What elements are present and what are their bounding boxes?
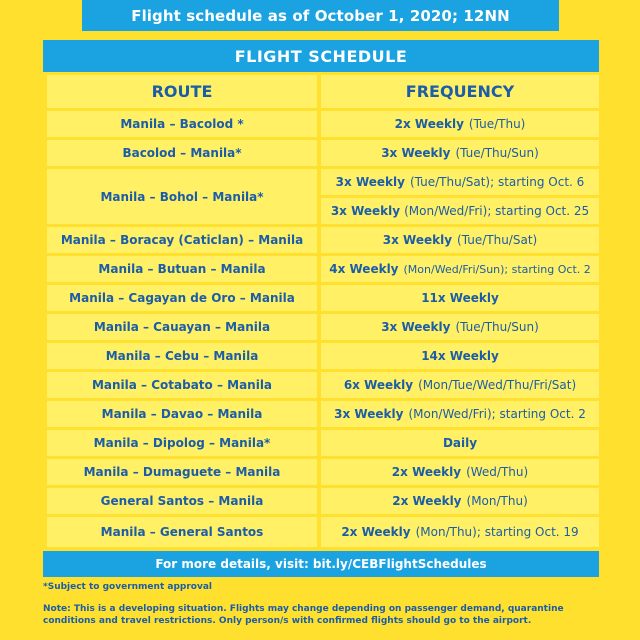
- frequency-days: (Mon/Thu): [466, 494, 528, 508]
- frequency-cell: [321, 111, 599, 137]
- frequency-count: 3x Weekly: [382, 233, 453, 247]
- route-column-header: ROUTE: [47, 75, 317, 108]
- frequency-cell: [321, 343, 599, 369]
- frequency-days: (Mon/Wed/Fri); starting Oct. 25: [404, 204, 590, 218]
- frequency-cell: [321, 372, 599, 398]
- schedule-date-banner: Flight schedule as of October 1, 2020; 12NN: [82, 0, 559, 31]
- route-cell: Manila – Davao – Manila: [47, 401, 317, 427]
- frequency-column-header: FREQUENCY: [321, 75, 599, 108]
- frequency-count: 11x Weekly: [421, 291, 499, 305]
- frequency-count: Daily: [442, 436, 478, 450]
- disclaimer-note: Note: This is a developing situation. Flights may change depending on passenger demand, quarantine conditions and travel restrictions. Only person/s with confirmed flights should go to the airport.: [43, 604, 564, 626]
- route-cell: General Santos – Manila: [47, 488, 317, 514]
- frequency-count: 14x Weekly: [421, 349, 499, 363]
- route-cell: Manila – Boracay (Caticlan) – Manila: [47, 227, 317, 253]
- frequency-count: 3x Weekly: [330, 204, 401, 218]
- frequency-count: 3x Weekly: [334, 407, 404, 421]
- frequency-cell: [321, 401, 599, 427]
- frequency-days: (Mon/Wed/Fri/Sun); starting Oct. 2: [403, 262, 591, 276]
- frequency-days: (Mon/Wed/Fri); starting Oct. 2: [408, 407, 586, 421]
- frequency-cell: [321, 488, 599, 514]
- route-cell: Manila – Cebu – Manila: [47, 343, 317, 369]
- footnote: *Subject to government approval: [43, 582, 212, 592]
- frequency-count: 2x Weekly: [392, 494, 462, 508]
- route-cell: Manila – Bohol – Manila*: [47, 169, 317, 224]
- frequency-cell: [321, 169, 599, 195]
- schedule-grid: [47, 75, 595, 547]
- frequency-count: 6x Weekly: [343, 378, 414, 392]
- frequency-cell: [321, 198, 599, 224]
- frequency-days: (Tue/Thu/Sat): [457, 233, 538, 247]
- frequency-days: (Tue/Thu/Sun): [455, 320, 539, 334]
- frequency-cell: [321, 285, 599, 311]
- route-cell: Manila – Cauayan – Manila: [47, 314, 317, 340]
- details-link-banner: For more details, visit: bit.ly/CEBFlightSchedules: [43, 551, 599, 577]
- frequency-cell: [321, 517, 599, 547]
- frequency-cell: [321, 459, 599, 485]
- frequency-cell: [321, 430, 599, 456]
- route-cell: Manila – Butuan – Manila: [47, 256, 317, 282]
- frequency-cell: [321, 227, 599, 253]
- schedule-title: FLIGHT SCHEDULE: [43, 40, 599, 72]
- route-cell: Manila – Cotabato – Manila: [47, 372, 317, 398]
- route-cell: Manila – Dipolog – Manila*: [47, 430, 317, 456]
- frequency-count: 3x Weekly: [381, 320, 451, 334]
- route-cell: Manila – General Santos: [47, 517, 317, 547]
- frequency-count: 3x Weekly: [335, 175, 405, 189]
- frequency-count: 2x Weekly: [391, 465, 462, 479]
- route-cell: Manila – Cagayan de Oro – Manila: [47, 285, 317, 311]
- frequency-days: (Mon/Tue/Wed/Thu/Fri/Sat): [418, 378, 577, 392]
- frequency-stack: [321, 169, 599, 224]
- route-cell: Bacolod – Manila*: [47, 140, 317, 166]
- frequency-cell: [321, 140, 599, 166]
- frequency-days: (Mon/Thu); starting Oct. 19: [415, 525, 579, 539]
- frequency-cell: [321, 314, 599, 340]
- route-cell: Manila – Bacolod *: [47, 111, 317, 137]
- frequency-cell: [321, 256, 599, 282]
- flight-schedule-table: [43, 40, 599, 577]
- route-cell: Manila – Dumaguete – Manila: [47, 459, 317, 485]
- frequency-count: 4x Weekly: [329, 262, 399, 276]
- schedule-body: [43, 72, 599, 550]
- frequency-days: (Wed/Thu): [466, 465, 529, 479]
- frequency-days: (Tue/Thu/Sat); starting Oct. 6: [409, 175, 585, 189]
- frequency-count: 3x Weekly: [381, 146, 451, 160]
- frequency-days: (Tue/Thu/Sun): [455, 146, 539, 160]
- frequency-count: 2x Weekly: [394, 117, 464, 131]
- frequency-count: 2x Weekly: [341, 525, 411, 539]
- frequency-days: (Tue/Thu): [468, 117, 526, 131]
